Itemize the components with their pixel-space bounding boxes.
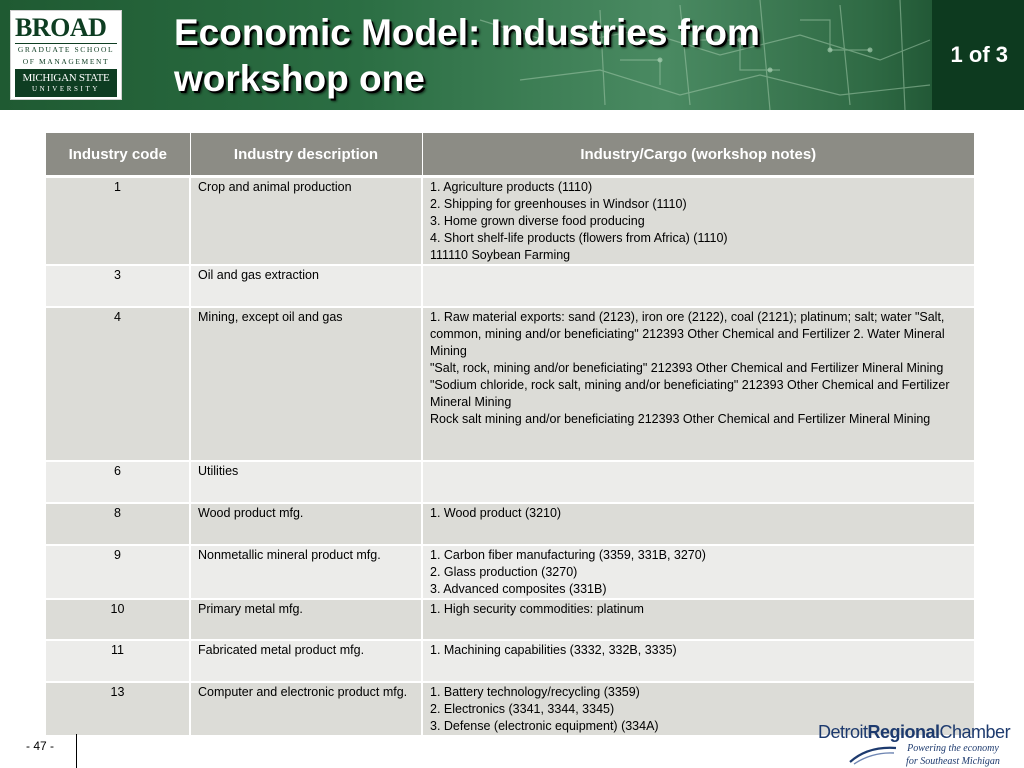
detroit-regional-chamber-logo	[818, 722, 1024, 768]
industry-code-cell: 13	[46, 682, 190, 736]
table-row	[46, 545, 974, 599]
industry-description-cell: Mining, except oil and gas	[190, 307, 422, 461]
footer-divider	[76, 734, 77, 768]
industry-description-cell: Fabricated metal product mfg.	[190, 640, 422, 682]
slide-title-line-1: Economic Model: Industries from	[174, 12, 760, 53]
industry-description-cell: Crop and animal production	[190, 177, 422, 266]
table-row	[46, 265, 974, 307]
slide-header	[0, 0, 1024, 110]
note-line: "Sodium chloride, rock salt, mining and/or beneficiating" 212393 Other Chemical and Fertilizer Mineral Mining	[430, 378, 950, 409]
workshop-notes-cell	[422, 599, 974, 640]
logo-michigan-state-text: MICHIGAN STATE	[22, 72, 110, 84]
note-line: 1. Agriculture products (1110)	[430, 180, 593, 194]
workshop-notes-cell	[422, 503, 974, 545]
note-line: 2. Shipping for greenhouses in Windsor (1110)	[430, 197, 687, 211]
table-row	[46, 640, 974, 682]
slide-title	[174, 10, 874, 102]
chamber-tagline	[888, 742, 1018, 768]
industry-code-cell: 11	[46, 640, 190, 682]
industry-code-cell: 9	[46, 545, 190, 599]
column-header-workshop-notes: Industry/Cargo (workshop notes)	[422, 133, 974, 177]
industry-description-cell: Wood product mfg.	[190, 503, 422, 545]
note-line: 2. Electronics (3341, 3344, 3345)	[430, 702, 615, 716]
logo-msu-block	[15, 69, 117, 97]
note-line: 3. Home grown diverse food producing	[430, 214, 645, 228]
chamber-tagline-line-1: Powering the economy	[907, 743, 999, 754]
note-line: 111110 Soybean Farming	[430, 248, 571, 262]
industry-code-cell: 10	[46, 599, 190, 640]
note-line: "Salt, rock, mining and/or beneficiating" 212393 Other Chemical and Fertilizer Mineral Mining	[430, 361, 944, 375]
logo-graduate-school-text: GRADUATE SCHOOL	[17, 45, 115, 54]
industry-description-cell: Utilities	[190, 461, 422, 503]
chamber-name-part-1: Detroit	[818, 722, 868, 742]
industry-code-cell: 6	[46, 461, 190, 503]
industries-table-container	[46, 133, 974, 737]
industry-description-cell: Primary metal mfg.	[190, 599, 422, 640]
workshop-notes-cell	[422, 545, 974, 599]
column-header-industry-code: Industry code	[46, 133, 190, 177]
page-number: - 47 -	[26, 739, 55, 753]
workshop-notes-cell	[422, 265, 974, 307]
table-row	[46, 599, 974, 640]
industries-table	[46, 133, 974, 737]
workshop-notes-cell	[422, 640, 974, 682]
chamber-name	[818, 722, 1010, 743]
note-line: 1. Raw material exports: sand (2123), iron ore (2122), coal (2121); platinum; salt; water "Salt, common, mining and/or beneficiating" 212393 Other Chemical and Fertilizer 2. Water Mineral Mining	[430, 310, 945, 358]
table-row	[46, 307, 974, 461]
logo-management-text: OF MANAGEMENT	[22, 57, 110, 66]
logo-divider	[15, 43, 117, 44]
workshop-notes-cell	[422, 177, 974, 266]
table-row	[46, 177, 974, 266]
industry-code-cell: 1	[46, 177, 190, 266]
slide-title-line-2: workshop one	[174, 58, 425, 99]
note-line: 4. Short shelf-life products (flowers from Africa) (1110)	[430, 231, 728, 245]
table-header-row	[46, 133, 974, 177]
industry-code-cell: 8	[46, 503, 190, 545]
table-row	[46, 503, 974, 545]
industry-description-cell: Nonmetallic mineral product mfg.	[190, 545, 422, 599]
table-row	[46, 461, 974, 503]
note-line: 3. Advanced composites (331B)	[430, 582, 607, 596]
note-line: 1. Carbon fiber manufacturing (3359, 331B, 3270)	[430, 548, 706, 562]
note-line: Rock salt mining and/or beneficiating 212393 Other Chemical and Fertilizer Mineral Mining	[430, 412, 931, 426]
note-line: 1. Machining capabilities (3332, 332B, 3335)	[430, 643, 677, 657]
industry-description-cell: Oil and gas extraction	[190, 265, 422, 307]
logo-university-text: UNIVERSITY	[32, 85, 100, 93]
workshop-notes-cell	[422, 307, 974, 461]
note-line: 2. Glass production (3270)	[430, 565, 578, 579]
note-line: 1. Wood product (3210)	[430, 506, 562, 520]
industry-description-cell: Computer and electronic product mfg.	[190, 682, 422, 736]
chamber-tagline-line-2: for Southeast Michigan	[906, 756, 1000, 767]
note-line: 1. Battery technology/recycling (3359)	[430, 685, 640, 699]
industry-code-cell: 3	[46, 265, 190, 307]
note-line: 3. Defense (electronic equipment) (334A)	[430, 719, 659, 733]
page-count-text: 1 of 3	[950, 42, 1008, 67]
industry-code-cell: 4	[46, 307, 190, 461]
chamber-name-part-3: Chamber	[939, 722, 1011, 742]
workshop-notes-cell	[422, 461, 974, 503]
column-header-industry-description: Industry description	[190, 133, 422, 177]
note-line: 1. High security commodities: platinum	[430, 602, 644, 616]
broad-msu-logo	[10, 10, 122, 100]
chamber-name-part-2: Regional	[867, 722, 940, 742]
logo-broad-text: BROAD	[15, 13, 107, 42]
